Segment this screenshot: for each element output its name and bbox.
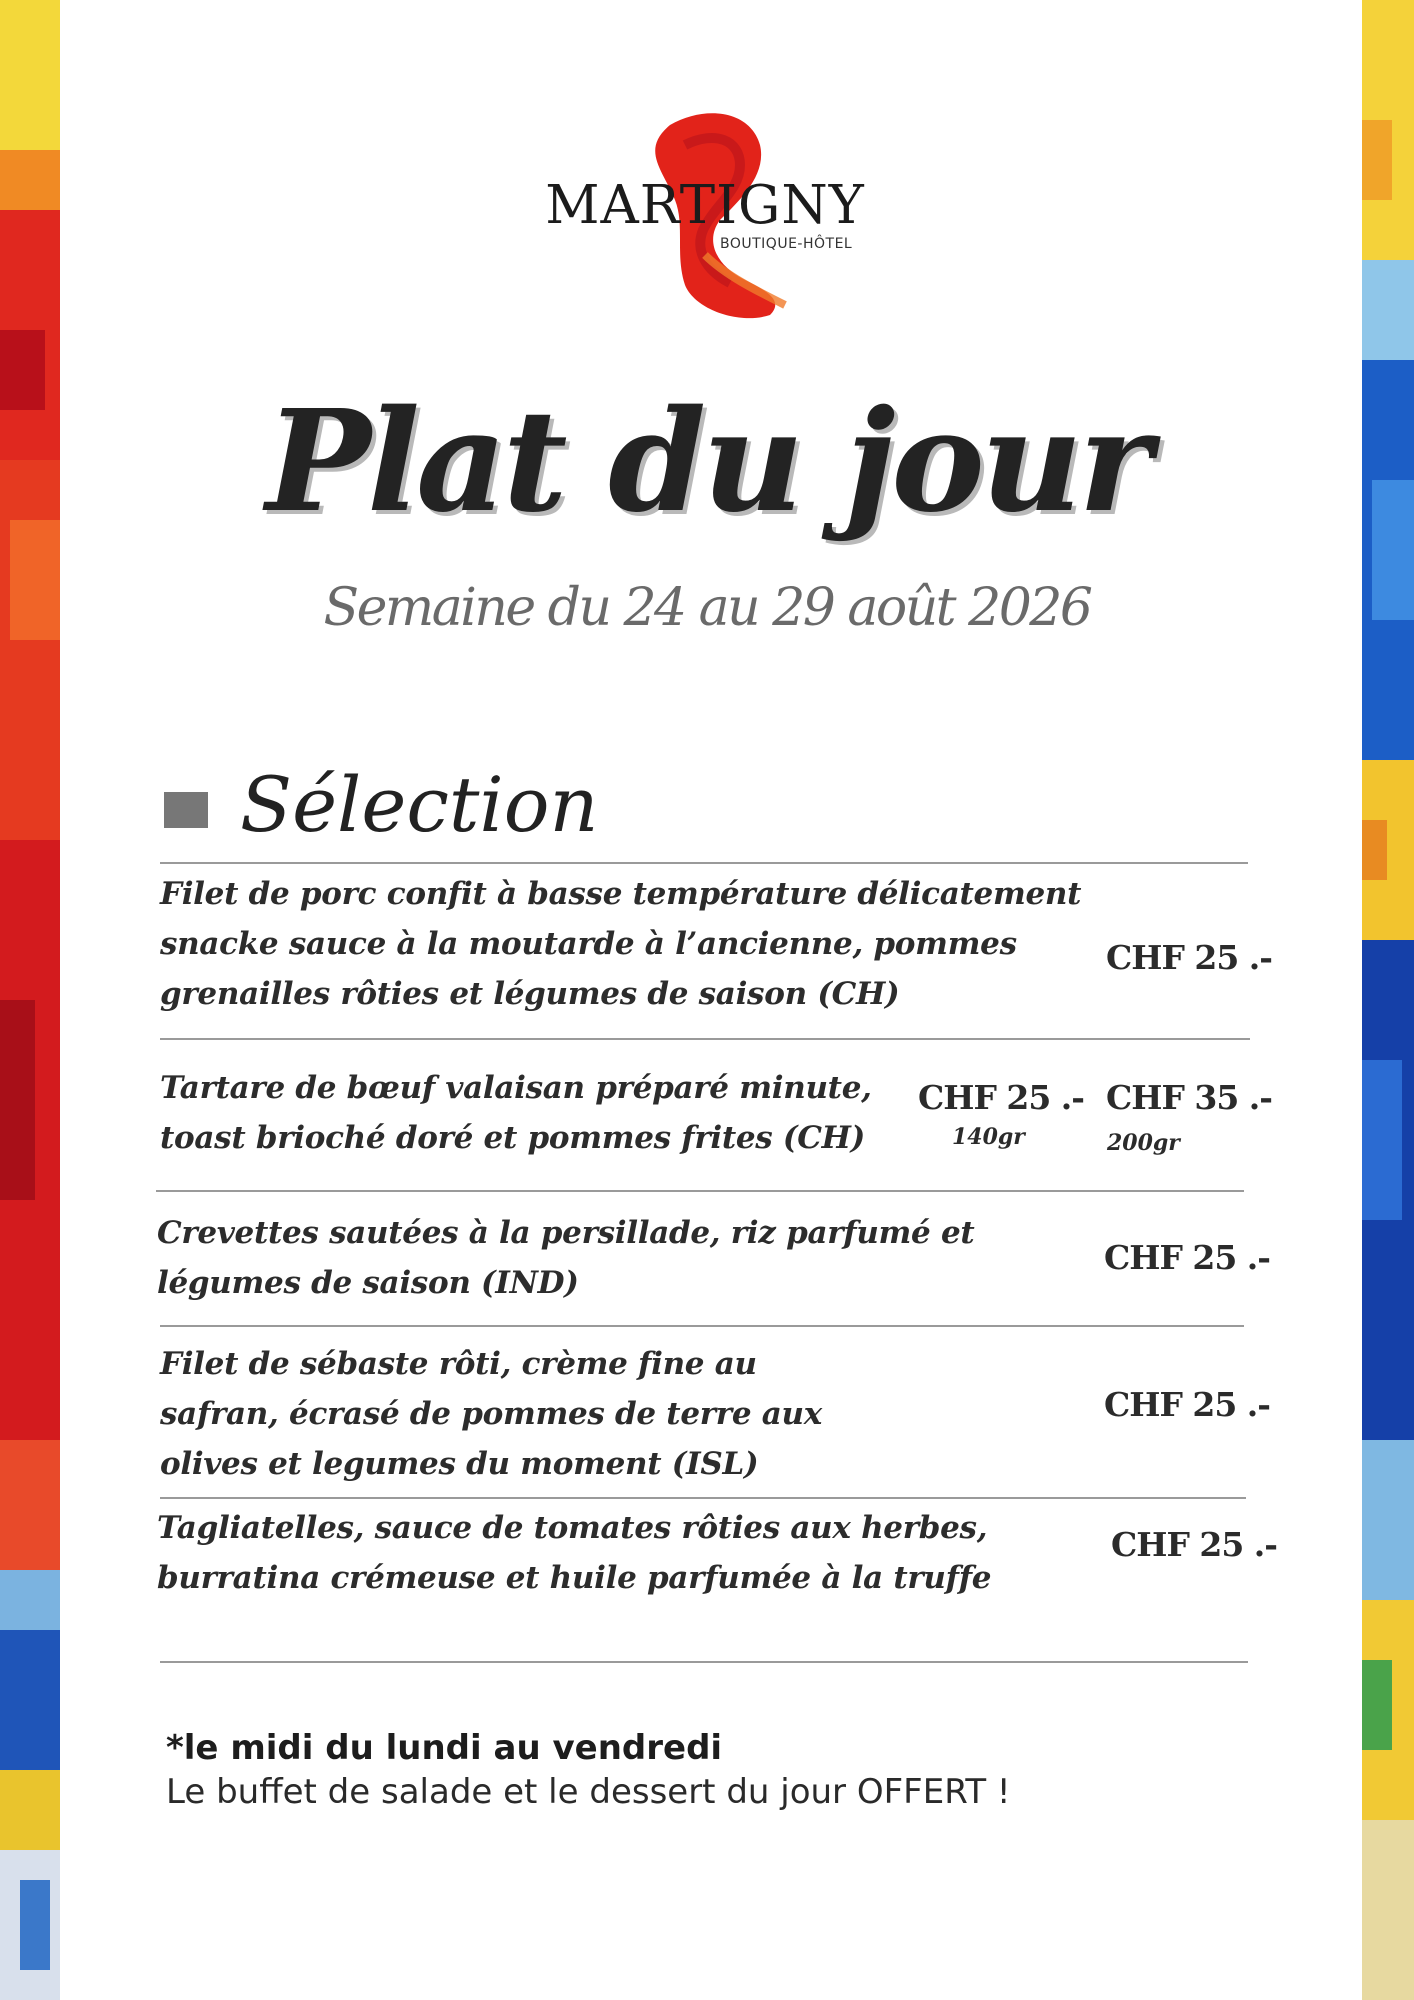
dish-line: olives et legumes du moment (ISL) xyxy=(160,1446,759,1482)
page-title: Plat du jour xyxy=(265,380,1149,544)
logo-subtitle: BOUTIQUE-HÔTEL xyxy=(720,236,853,252)
dish-item xyxy=(160,1339,822,1489)
dish-weight-200gr: 200gr xyxy=(1107,1130,1180,1156)
dish-item xyxy=(160,869,1081,1019)
dish-price-200gr: CHF 35 .- xyxy=(1106,1078,1272,1117)
divider xyxy=(160,1661,1248,1663)
section-bullet-square xyxy=(164,792,208,828)
dish-line: Tagliatelles, sauce de tomates rôties aux herbes, xyxy=(157,1510,988,1546)
dish-line: Tartare de bœuf valaisan préparé minute, xyxy=(160,1070,872,1106)
dish-line: Filet de sébaste rôti, crème fine au xyxy=(160,1346,757,1382)
lunch-note-text: Le buffet de salade et le dessert du jour OFFERT ! xyxy=(166,1772,1011,1812)
dish-line: toast brioché doré et pommes frites (CH) xyxy=(160,1120,866,1156)
dish-weight-140gr: 140gr xyxy=(952,1124,1025,1150)
dish-line: grenailles rôties et légumes de saison (CH) xyxy=(160,976,900,1012)
dish-price: CHF 25 .- xyxy=(1104,1385,1270,1424)
divider xyxy=(160,1325,1244,1327)
right-paint-border xyxy=(1362,0,1414,2000)
dish-line: burratina crémeuse et huile parfumée à la truffe xyxy=(157,1560,992,1596)
dish-price: CHF 25 .- xyxy=(1104,1238,1270,1277)
dish-line: safran, écrasé de pommes de terre aux xyxy=(160,1396,822,1432)
dish-price: CHF 25 .- xyxy=(1106,938,1272,977)
dish-item xyxy=(157,1503,991,1603)
divider xyxy=(156,1190,1244,1192)
dish-line: légumes de saison (IND) xyxy=(157,1265,579,1301)
dish-line: snacke sauce à la moutarde à l’ancienne, pommes xyxy=(160,926,1017,962)
divider xyxy=(160,862,1248,864)
left-paint-border xyxy=(0,0,60,2000)
dish-line: Filet de porc confit à basse température délicatement xyxy=(160,876,1082,912)
dish-item xyxy=(157,1208,974,1308)
hotel-logo xyxy=(535,105,885,325)
lunch-note-heading: *le midi du lundi au vendredi xyxy=(166,1728,723,1768)
logo-wordmark: MARTIGNY xyxy=(545,175,865,236)
dish-line: Crevettes sautées à la persillade, riz parfumé et xyxy=(157,1215,975,1251)
dish-price-140gr: CHF 25 .- xyxy=(918,1078,1084,1117)
week-subtitle: Semaine du 24 au 29 août 2026 xyxy=(323,578,1091,638)
divider xyxy=(160,1038,1250,1040)
dish-item xyxy=(160,1063,872,1163)
divider xyxy=(160,1497,1246,1499)
dish-price: CHF 25 .- xyxy=(1111,1525,1277,1564)
section-title: Sélection xyxy=(240,760,599,849)
